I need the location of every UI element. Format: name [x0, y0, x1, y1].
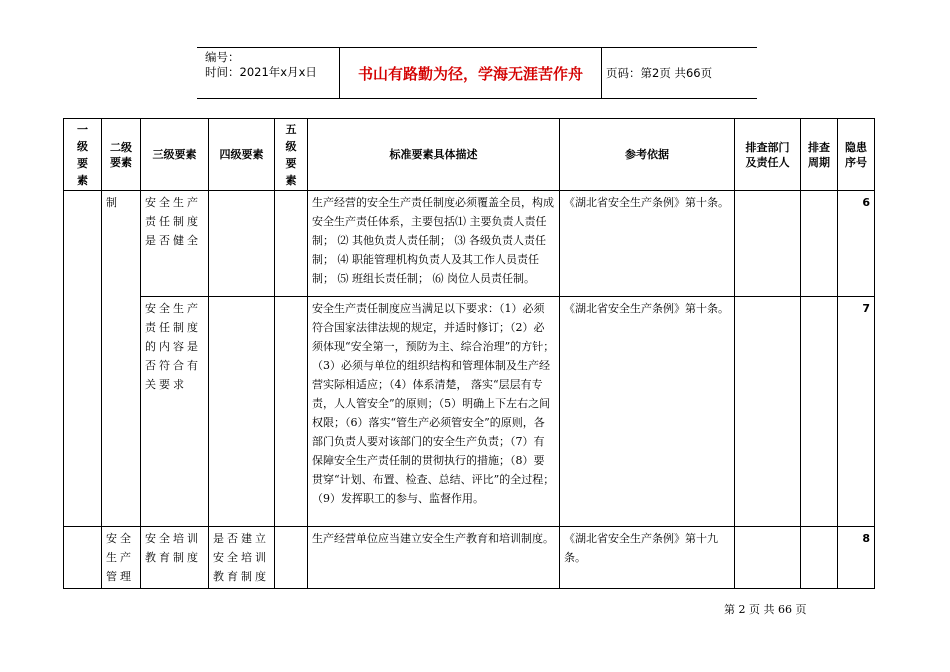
header-level4: 四级要素 [209, 119, 275, 191]
time-label: 时间：2021年x月x日 [205, 65, 317, 79]
header-hazard-no: 隐患序号 [838, 119, 875, 191]
level5-cell [275, 527, 308, 589]
dept-cell [735, 297, 801, 527]
table-row [64, 527, 875, 589]
cycle-cell [801, 527, 838, 589]
number-label: 编号： [205, 50, 240, 64]
reference-cell: 《湖北省安全生产条例》第十条。 [560, 297, 735, 527]
level2-cell: 安全生产管理 [102, 527, 141, 589]
cycle-cell [801, 191, 838, 297]
table-row [64, 297, 875, 527]
hazard-number: 8 [838, 527, 875, 589]
header-level2: 二级要素 [102, 119, 141, 191]
level2-cell: 制 [102, 191, 141, 527]
motto: 书山有路勤为径，学海无涯苦作舟 [339, 48, 602, 98]
level3-cell: 安全生产责任制度是否健全 [141, 191, 209, 297]
standard-cell: 生产经营的安全生产责任制度必须覆盖全员，构成安全生产责任体系，主要包括⑴ 主要负责人责任制； ⑵ 其他负责人责任制； ⑶ 各级负责人责任制； ⑷ 职能管理机构负责人及其工作人员责任制； ⑸ 班组长责任制； ⑹ 岗位人员责任制。 [308, 191, 560, 297]
header-standard: 标准要素具体描述 [308, 119, 560, 191]
page-info: 页码：第2页 共66页 [606, 66, 713, 80]
cycle-cell [801, 297, 838, 527]
level4-cell [209, 297, 275, 527]
hazard-number: 7 [838, 297, 875, 527]
header-dept: 排查部门及责任人 [735, 119, 801, 191]
reference-cell: 《湖北省安全生产条例》第十条。 [560, 191, 735, 297]
page-footer: 第 2 页 共 66 页 [724, 603, 807, 616]
header-cycle: 排查周期 [801, 119, 838, 191]
table-header-row [64, 119, 875, 191]
dept-cell [735, 527, 801, 589]
level1-cell [64, 527, 102, 589]
level3-cell: 安全生产责任制度的内容是否符合有关要求 [141, 297, 209, 527]
reference-cell: 《湖北省安全生产条例》第十九条。 [560, 527, 735, 589]
header-reference: 参考依据 [560, 119, 735, 191]
hazard-number: 6 [838, 191, 875, 297]
level4-cell: 是否建立安全培训教育制度 [209, 527, 275, 589]
header-level5: 五级要素 [275, 119, 308, 191]
page-header [197, 47, 757, 99]
level5-cell [275, 297, 308, 527]
standard-cell: 安全生产责任制度应当满足以下要求：（1）必须符合国家法律法规的规定，并适时修订；（2）必须体现“安全第一，预防为主、综合治理”的方针；（3）必须与单位的组织结构和管理体制及生产经营实际相适应；（4）体系清楚， 落实“层层有专责，人人管安全”的原则；（5）明确上下左右之间权限；（6）落实“管生产必须管安全”的原则，各部门负责人要对该部门的安全生产负责；（7）有保障安全生产责任制的贯彻执行的措施；（8）要贯穿“计划、布置、检查、总结、评比”的全过程；（9）发挥职工的参与、监督作用。 [308, 297, 560, 527]
header-level3: 三级要素 [141, 119, 209, 191]
hazard-inspection-table [63, 118, 875, 589]
level4-cell [209, 191, 275, 297]
header-level1: 一级要素 [64, 119, 102, 191]
level3-cell: 安全培训教育制度 [141, 527, 209, 589]
level5-cell [275, 191, 308, 297]
dept-cell [735, 191, 801, 297]
level1-cell [64, 191, 102, 527]
table-row [64, 191, 875, 297]
standard-cell: 生产经营单位应当建立安全生产教育和培训制度。 [308, 527, 560, 589]
header-meta [197, 48, 339, 98]
